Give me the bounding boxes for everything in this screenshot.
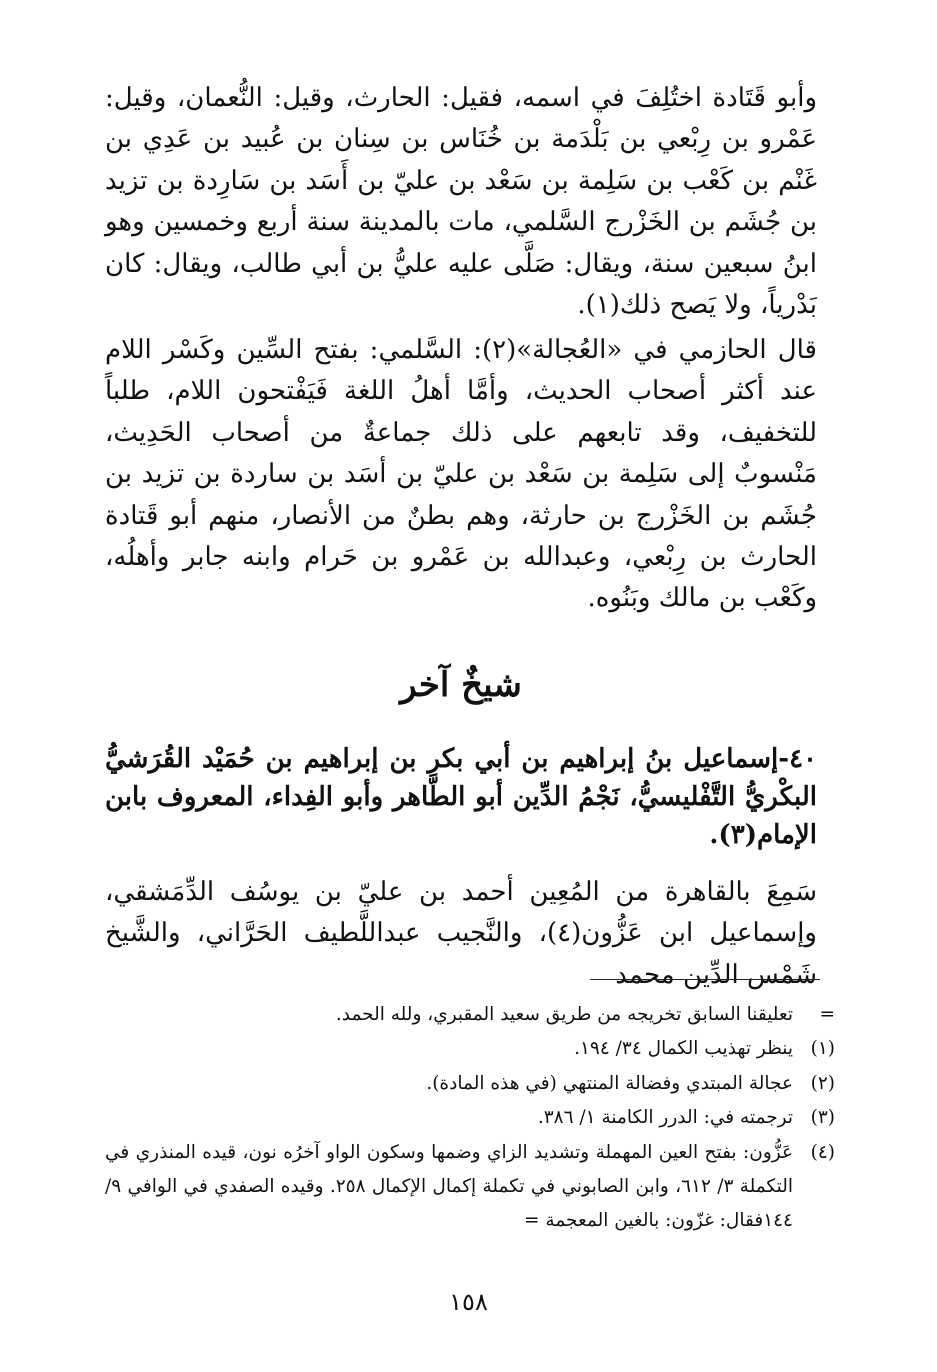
footnote-text: ترجمته في: الدرر الكامنة ١/ ٣٨٦. [537,1107,793,1129]
footnote-number: (٤) [810,1141,835,1163]
body-paragraph-samia [105,872,817,996]
paragraph-text: سَمِعَ بالقاهرة من المُعِين أحمد بن عليّ بن يوسُف الدِّمَشقي، وإسماعيل ابن عَزُّون(٤)، والنَّجيب عبداللَّطيف الحَرَّاني، والشَّيخ شَمْس الدِّين محمد [105,877,817,990]
footnote-number: (٣) [810,1107,835,1129]
footnote-item [105,1032,835,1066]
footnote-number: (٢) [810,1072,835,1094]
entry-40-title: ٤٠-إسماعيل بنُ إبراهيم بن أبي بكر بن إبراهيم بن حُمَيْد القُرَشيُّ البكْريُّ التَّفْليسيُّ، نَجْمُ الدِّين أبو الطَّاهر وأبو الفِداء، المعروف بابن الإمام(٣). [105,744,817,850]
footnote-number: = [819,1004,835,1025]
footnote-text: تعليقنا السابق تخريجه من طريق سعيد المقبري، ولله الحمد. [335,1004,793,1025]
footnote-text: ينظر تهذيب الكمال ٣٤/ ١٩٤. [574,1038,793,1060]
footnote-item [105,998,835,1032]
footnote-text: عجالة المبتدي وفضالة المنتهي (في هذه المادة). [426,1072,793,1094]
footnote-text: عَزُّون: بفتح العين المهملة وتشديد الزاي وضمها وسكون الواو آخرُه نون، قيده المنذري في التكملة ٣/ ٦١٢، وابن الصابوني في تكملة إكمال الإكمال ٢٥٨. وقيده الصفدي في الوافي ٩/ ١٤٤فقال: غزّون: بالغين المعجمة = [105,1141,793,1232]
page-number: ١٥٨ [449,1288,488,1316]
footnote-number: (١) [810,1038,835,1060]
footnote-item [105,1136,835,1239]
footnote-item [105,1067,835,1101]
body-paragraph-abu-qatada [105,78,817,326]
paragraph-text: قال الحازمي في «العُجالة»(٢): السَّلمي: بفتح السِّين وكَسْر اللام عند أكثر أصحاب الحديث، وأمَّا أهلُ اللغة فَيَفْتحون اللام، طلباً للتخفيف، وقد تابعهم على ذلك جماعةٌ من أصحاب الحَدِيث، مَنْسوبٌ إلى سَلِمة بن سَعْد بن عليّ بن أسَد بن ساردة بن تزيد بن جُشَم بن الخَزْرج بن حارثة، وهم بطنٌ من الأنصار، منهم أبو قَتادة الحارث بن رِبْعي، وعبدالله بن عَمْرو بن حَرام وابنه جابر وأهلُه، وكَعْب بن مالك وبَنُوه. [105,335,817,614]
body-paragraph-hazimi [105,330,817,620]
footnote-item [105,1101,835,1135]
footnotes [105,998,835,1239]
footnote-divider [590,979,820,980]
paragraph-text: وأبو قَتَادة اختُلِفَ في اسمه، فقيل: الحارث، وقيل: النُّعمان، وقيل: عَمْرو بن رِبْعي بن بَلْدَمة بن خُنَاس بن سِنان بن عُبيد بن عَدِي بن غَنْم بن كَعْب بن سَلِمة بن سَعْد بن عليّ بن أَسَد بن سَارِدة بن تزيد بن جُشَم بن الخَزْرج السَّلمي، مات بالمدينة سنة أربع وخمسين وهو ابنُ سبعين سنة، ويقال: صَلَّى عليه عليُّ بن أبي طالب، ويقال: كان بَدْرياً، ولا يَصح ذلك(١). [105,83,817,321]
section-heading: شيخٌ آخر [400,665,522,705]
